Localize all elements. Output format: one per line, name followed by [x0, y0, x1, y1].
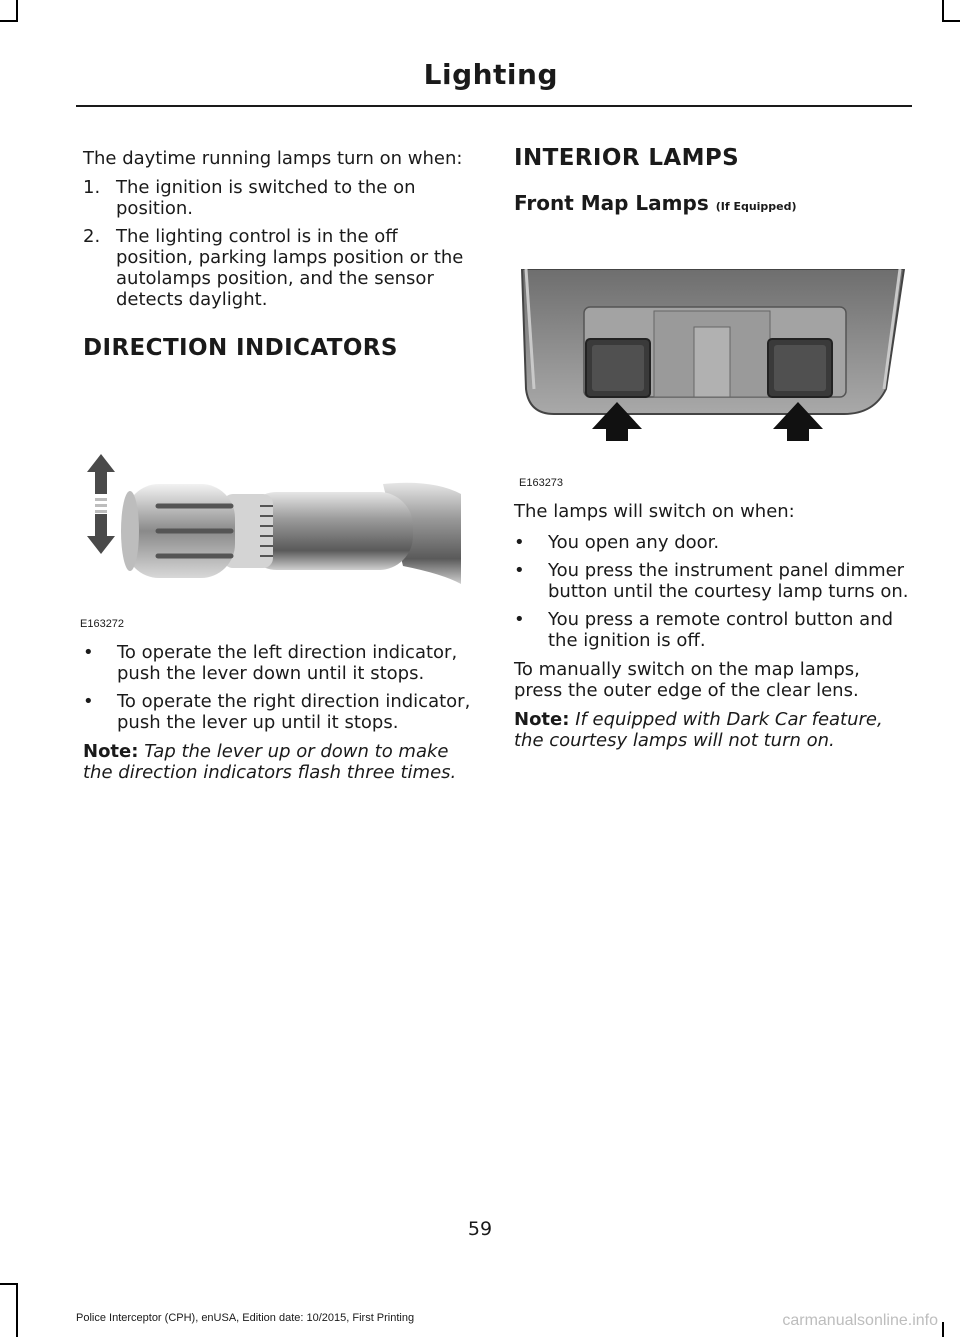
map-lamps-figure [514, 269, 910, 493]
list-text: The ignition is switched to the on position. [116, 177, 416, 219]
bullet: • [514, 560, 525, 581]
subheading-qualifier: (If Equipped) [715, 200, 797, 213]
list-text: To operate the left direction indicator, push the lever down until it stops. [117, 642, 458, 684]
list-number: 2. [83, 226, 101, 247]
drl-conditions-list [83, 177, 478, 310]
page-number: 59 [467, 1218, 493, 1240]
list-item [83, 642, 478, 684]
note-label: Note: [514, 709, 570, 730]
crop-mark [942, 0, 944, 22]
bullet: • [83, 691, 94, 712]
list-item [514, 609, 910, 651]
crop-mark [16, 1283, 18, 1337]
crop-mark [942, 1322, 944, 1337]
turn-signal-lever-illustration [83, 454, 478, 614]
header-rule [76, 105, 912, 107]
note [514, 709, 910, 751]
note-text: Tap the lever up or down to make the direction indicators flash three times. [83, 741, 457, 783]
list-item [514, 560, 910, 602]
overhead-console-illustration [514, 269, 910, 459]
watermark: carmanualsonline.info [782, 1312, 938, 1329]
bullet: • [514, 609, 525, 630]
bullet: • [83, 642, 94, 663]
note-text: If equipped with Dark Car feature, the courtesy lamps will not turn on. [514, 709, 883, 751]
list-number: 1. [83, 177, 101, 198]
lamps-intro: The lamps will switch on when: [514, 501, 795, 522]
crop-mark [0, 20, 18, 22]
right-column [514, 145, 910, 759]
figure-code: E163272 [80, 618, 125, 630]
note [83, 741, 478, 783]
interior-lamps-heading: INTERIOR LAMPS [514, 145, 740, 171]
list-text: To operate the right direction indicator, push the lever up until it stops. [117, 691, 471, 733]
bullet: • [514, 532, 525, 553]
crop-mark [0, 1283, 18, 1285]
list-item [83, 177, 478, 219]
crop-mark [16, 0, 18, 22]
footer-edition: Police Interceptor (CPH), enUSA, Edition date: 10/2015, First Printing [76, 1312, 415, 1324]
page-title: Lighting [423, 58, 558, 91]
figure-code: E163273 [519, 477, 564, 489]
list-text: You press the instrument panel dimmer button until the courtesy lamp turns on. [548, 560, 909, 602]
note-label: Note: [83, 741, 139, 762]
list-item [83, 226, 478, 310]
lamps-conditions-list [514, 532, 910, 651]
list-text: You open any door. [548, 532, 720, 553]
list-text: You press a remote control button and the ignition is off. [548, 609, 894, 651]
list-item [514, 532, 910, 553]
lever-figure [80, 454, 478, 634]
subheading-text: Front Map Lamps [514, 191, 709, 215]
manual-switch-text: To manually switch on the map lamps, press the outer edge of the clear lens. [514, 659, 860, 701]
direction-indicator-list [83, 642, 478, 733]
drl-intro: The daytime running lamps turn on when: [83, 148, 463, 169]
list-item [83, 691, 478, 733]
crop-mark [942, 20, 960, 22]
front-map-lamps-heading [514, 193, 910, 217]
direction-indicators-heading: DIRECTION INDICATORS [83, 335, 398, 361]
left-column [80, 148, 478, 791]
list-text: The lighting control is in the off position, parking lamps position or the autolamps position, and the sensor detects daylight. [116, 226, 464, 310]
